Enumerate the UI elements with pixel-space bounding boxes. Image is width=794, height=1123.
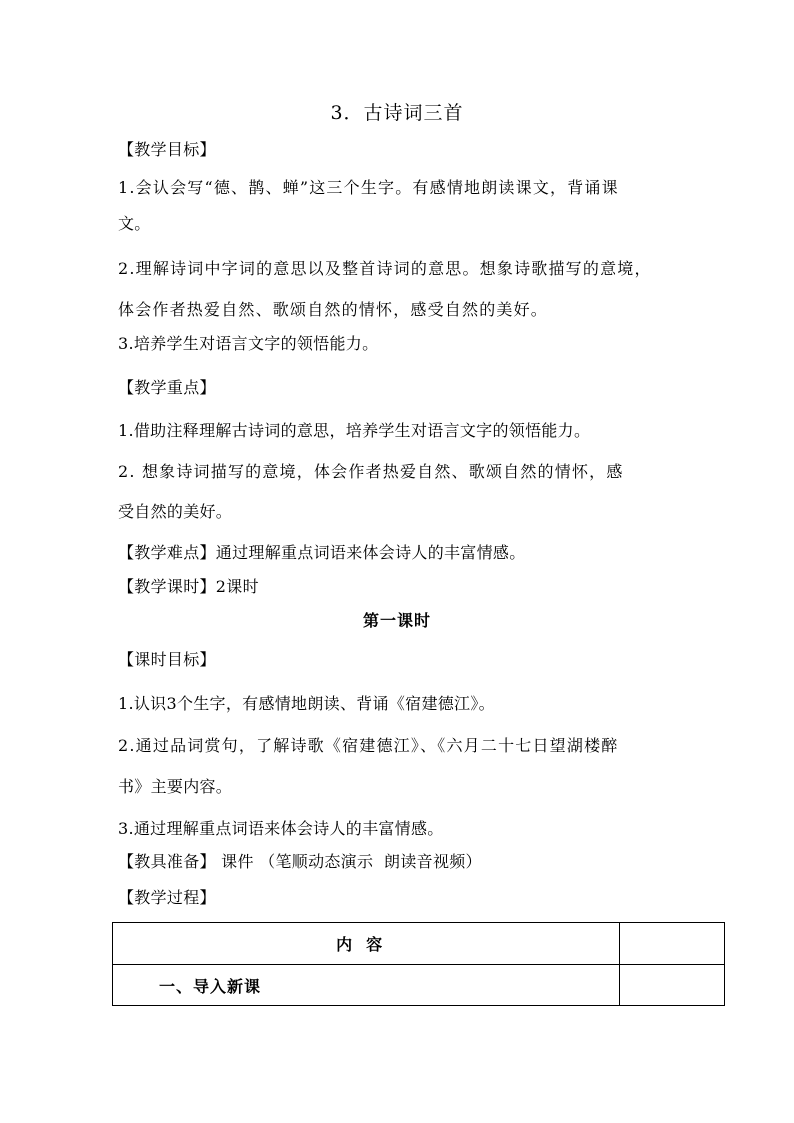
objective-1-line-1: 1.会认会写“德、鹊、蝉”这三个生字。有感情地朗读课文，背诵课: [118, 178, 619, 197]
table-row-side: [620, 965, 725, 1006]
materials-line: 【教具准备】 课件 （笔顺动态演示 朗读音视频）: [118, 852, 482, 871]
table-header-content: 内容: [113, 923, 620, 965]
lesson-objective-1: 1.认识3个生字，有感情地朗读、背诵《宿建德江》。: [118, 694, 495, 713]
objective-3: 3.培养学生对语言文字的领悟能力。: [118, 334, 379, 353]
difficulty-line: 【教学难点】通过理解重点词语来体会诗人的丰富情感。: [118, 543, 526, 562]
table-header-row: [113, 923, 725, 965]
key-point-2-line-1: 2. 想象诗词描写的意境，体会作者热爱自然、歌颂自然的情怀，感: [118, 462, 624, 481]
table-row: [113, 965, 725, 1006]
hours-line: 【教学课时】2课时: [118, 577, 259, 596]
page-title: 3．古诗词三首: [330, 102, 464, 124]
process-heading: 【教学过程】: [118, 888, 216, 907]
key-point-1: 1.借助注释理解古诗词的意思，培养学生对语言文字的领悟能力。: [118, 421, 591, 440]
lesson-1-heading: 第一课时: [362, 611, 431, 630]
key-points-heading: 【教学重点】: [118, 378, 216, 397]
objective-2-line-2: 体会作者热爱自然、歌颂自然的情怀，感受自然的美好。: [118, 300, 549, 319]
objective-1-line-2: 文。: [118, 214, 151, 233]
table-section-intro: 一、导入新课: [113, 965, 620, 1006]
lesson-objective-2-line-1: 2.通过品词赏句，了解诗歌《宿建德江》、《六月二十七日望湖楼醉: [118, 736, 619, 755]
lesson-objective-2-line-2: 书》主要内容。: [118, 777, 233, 796]
key-point-2-line-2: 受自然的美好。: [118, 502, 233, 521]
lesson-objectives-heading: 【课时目标】: [118, 650, 216, 669]
objective-2-line-1: 2.理解诗词中字词的意思以及整首诗词的意思。想象诗歌描写的意境，: [118, 259, 652, 278]
objectives-heading: 【教学目标】: [118, 140, 216, 159]
lesson-objective-3: 3.通过理解重点词语来体会诗人的丰富情感。: [118, 819, 444, 838]
table-header-side: [620, 923, 725, 965]
process-table: [112, 922, 725, 1006]
